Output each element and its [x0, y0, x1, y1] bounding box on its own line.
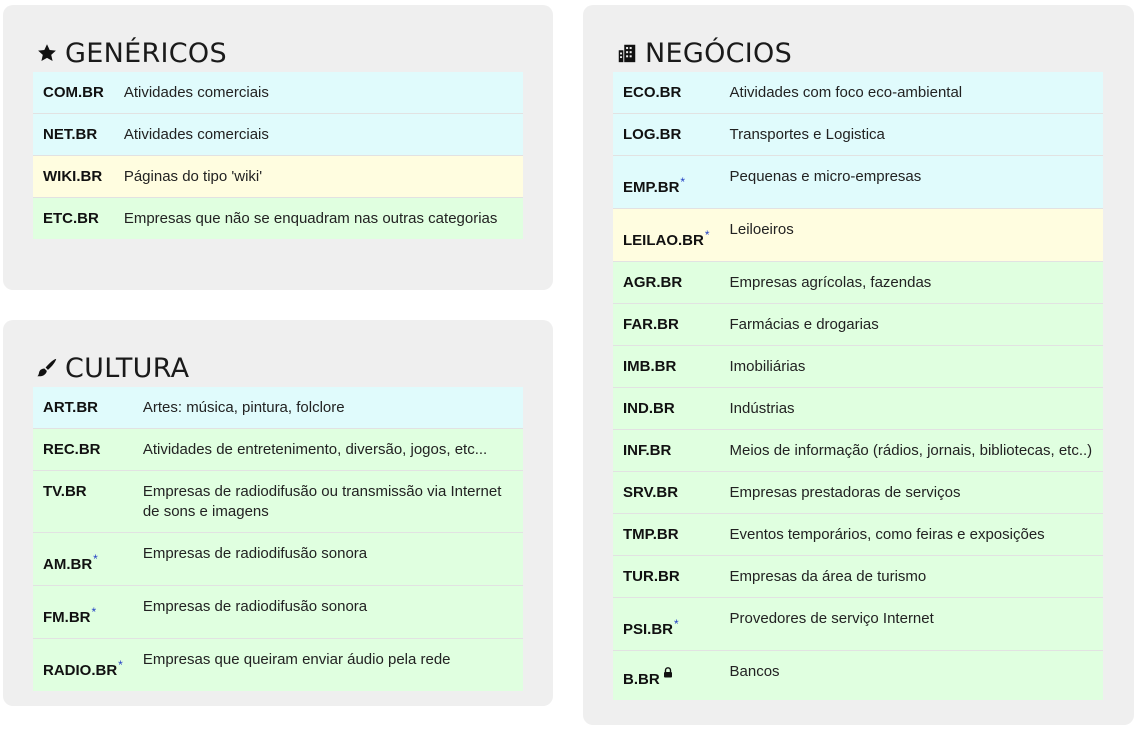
domain-code-cell: [613, 388, 720, 430]
domain-code-cell: [613, 156, 720, 209]
domain-description: Empresas prestadoras de serviços: [729, 484, 961, 501]
asterisk-mark: *: [118, 658, 123, 672]
table-row: [613, 304, 1103, 346]
domain-code-cell: [33, 387, 133, 429]
domain-code: EMP.BR: [623, 179, 680, 196]
domain-code: LOG.BR: [623, 126, 682, 143]
card-cultura: [3, 320, 553, 706]
domain-code-cell: [613, 598, 720, 651]
paintbrush-icon: [36, 357, 58, 379]
domain-description: Bancos: [729, 663, 780, 680]
section-title-cultura: [36, 350, 189, 386]
domain-table-genericos: [33, 72, 523, 239]
domain-description: Atividades comerciais: [123, 84, 269, 101]
domain-code: IND.BR: [623, 400, 675, 417]
domain-description: Artes: música, pintura, folclore: [142, 399, 345, 416]
domain-code-cell: [613, 472, 720, 514]
domain-code: B.BR: [623, 671, 660, 688]
table-row: [33, 198, 523, 240]
domain-code: ETC.BR: [43, 210, 99, 227]
section-title-negocios: [616, 35, 792, 71]
domain-description: Atividades comerciais: [123, 126, 269, 143]
table-row: [613, 556, 1103, 598]
domain-code-cell: [33, 471, 133, 533]
table-row: [613, 388, 1103, 430]
table-row: [613, 472, 1103, 514]
domain-description: Empresas que queiram enviar áudio pela rede: [142, 651, 451, 668]
domain-description: Empresas que não se enquadram nas outras categorias: [123, 210, 498, 227]
section-title-text: CULTURA: [65, 352, 190, 384]
domain-code: IMB.BR: [623, 358, 677, 375]
domain-description: Empresas de radiodifusão ou transmissão via Internet de sons e imagens: [142, 483, 502, 520]
domain-code: LEILAO.BR: [623, 232, 704, 249]
domain-code-cell: [613, 72, 720, 114]
domain-description: Eventos temporários, como feiras e exposições: [729, 526, 1045, 543]
domain-code-cell: [613, 262, 720, 304]
table-row: [613, 262, 1103, 304]
table-row: [33, 156, 523, 198]
asterisk-mark: *: [93, 552, 98, 566]
domain-code-cell: [33, 72, 114, 114]
domain-description: Pequenas e micro-empresas: [729, 168, 922, 185]
table-row: [33, 471, 523, 533]
domain-description: Atividades de entretenimento, diversão, jogos, etc...: [142, 441, 488, 458]
section-title-text: GENÉRICOS: [65, 37, 227, 69]
domain-code: FAR.BR: [623, 316, 679, 333]
domain-code-cell: [613, 304, 720, 346]
table-row: [613, 514, 1103, 556]
table-row: [613, 346, 1103, 388]
domain-code-cell: [33, 639, 133, 692]
table-row: [613, 209, 1103, 262]
domain-code-cell: [613, 346, 720, 388]
domain-description: Meios de informação (rádios, jornais, bibliotecas, etc..): [729, 442, 1093, 459]
asterisk-mark: *: [674, 617, 679, 631]
domain-code: TV.BR: [43, 483, 87, 500]
section-title-genericos: [36, 35, 227, 71]
domain-code: SRV.BR: [623, 484, 679, 501]
domain-code-cell: [613, 430, 720, 472]
table-row: [613, 430, 1103, 472]
domain-description: Empresas de radiodifusão sonora: [142, 545, 368, 562]
domain-code: ECO.BR: [623, 84, 682, 101]
domain-code-cell: [33, 586, 133, 639]
domain-description: Páginas do tipo 'wiki': [123, 168, 263, 185]
domain-code-cell: [33, 156, 114, 198]
domain-code: TMP.BR: [623, 526, 679, 543]
table-row: [33, 387, 523, 429]
table-row: [613, 156, 1103, 209]
domain-code-cell: [613, 114, 720, 156]
table-row: [613, 598, 1103, 651]
domain-code: TUR.BR: [623, 568, 680, 585]
table-row: [33, 429, 523, 471]
domain-code: PSI.BR: [623, 621, 674, 638]
domain-code: RADIO.BR: [43, 662, 118, 679]
domain-code: REC.BR: [43, 441, 101, 458]
domain-code-cell: [613, 514, 720, 556]
domain-code-cell: [33, 114, 114, 156]
table-row: [613, 72, 1103, 114]
domain-table-cultura: [33, 387, 523, 691]
domain-description: Empresas da área de turismo: [729, 568, 927, 585]
domain-code-cell: [613, 209, 720, 262]
domain-code-cell: [33, 429, 133, 471]
domain-code: WIKI.BR: [43, 168, 103, 185]
star-icon: [36, 42, 58, 64]
domain-code: COM.BR: [43, 84, 104, 101]
domain-description: Farmácias e drogarias: [729, 316, 879, 333]
card-genericos: [3, 5, 553, 290]
domain-description: Leiloeiros: [729, 221, 794, 238]
lock-icon: [663, 667, 673, 678]
domain-description: Atividades com foco eco-ambiental: [729, 84, 963, 101]
domain-code: NET.BR: [43, 126, 98, 143]
domain-description: Empresas agrícolas, fazendas: [729, 274, 932, 291]
table-row: [33, 586, 523, 639]
table-row: [33, 72, 523, 114]
building-icon: [616, 42, 638, 64]
table-row: [33, 114, 523, 156]
asterisk-mark: *: [680, 175, 686, 189]
domain-description: Imobiliárias: [729, 358, 806, 375]
domain-code: INF.BR: [623, 442, 672, 459]
card-negocios: [583, 5, 1134, 725]
domain-description: Empresas de radiodifusão sonora: [142, 598, 368, 615]
domain-code: AGR.BR: [623, 274, 683, 291]
table-row: [613, 651, 1103, 701]
domain-code: AM.BR: [43, 556, 93, 573]
domain-code-cell: [613, 651, 720, 701]
domain-code-cell: [33, 198, 114, 240]
domain-code: ART.BR: [43, 399, 98, 416]
domain-description: Transportes e Logistica: [729, 126, 885, 143]
domain-description: Provedores de serviço Internet: [729, 610, 934, 627]
domain-code-cell: [33, 533, 133, 586]
domain-description: Indústrias: [729, 400, 795, 417]
domain-code-cell: [613, 556, 720, 598]
asterisk-mark: *: [91, 605, 97, 619]
section-title-text: NEGÓCIOS: [645, 37, 793, 69]
domain-table-negocios: [613, 72, 1103, 700]
table-row: [613, 114, 1103, 156]
table-row: [33, 533, 523, 586]
table-row: [33, 639, 523, 692]
asterisk-mark: *: [704, 228, 710, 242]
domain-code: FM.BR: [43, 609, 91, 626]
